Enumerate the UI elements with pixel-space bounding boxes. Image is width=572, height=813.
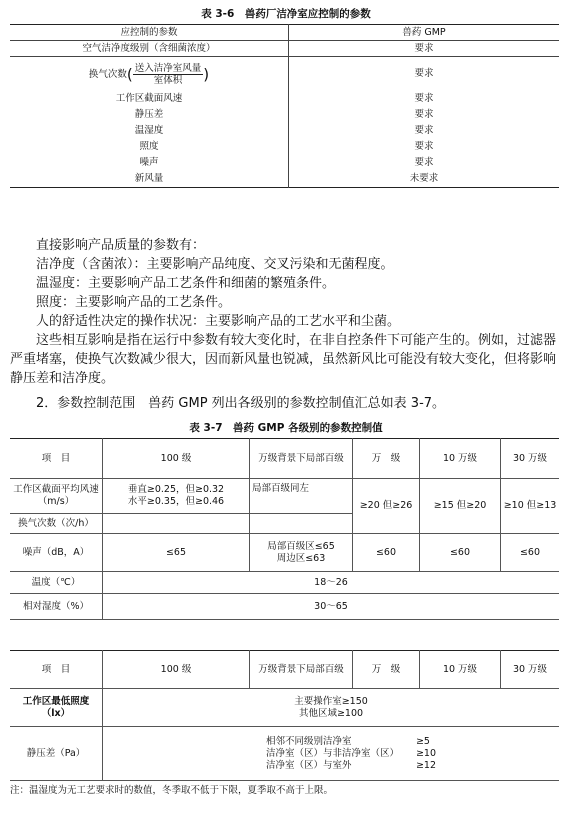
cell-line: 水平≥0.35，但≥0.46 — [127, 496, 225, 507]
paragraph: 洁净度（含菌浓）：主要影响产品纯度、交叉污染和无菌程度。 — [36, 257, 394, 272]
header-300k: 30 万级 — [501, 651, 560, 689]
cell-line: 洁净室（区）与非洁净室（区） — [265, 747, 399, 759]
cell-value: ≥5 — [415, 735, 430, 747]
table-3-7-continued — [10, 650, 559, 781]
fraction — [133, 63, 204, 86]
paragraph: 人的舒适性决定的操作状况：主要影响产品的工艺水平和尘菌。 — [36, 314, 401, 329]
cell-100 — [103, 479, 250, 514]
req-cell: 未要求 — [409, 173, 439, 184]
param-cell: 照度 — [10, 139, 289, 155]
table-row — [10, 479, 559, 513]
param-cell: 静压差 — [10, 107, 289, 123]
table-header-gmp: 兽药 GMP — [289, 25, 560, 41]
cell-line: 相邻不同级别洁净室 — [265, 735, 352, 747]
cell-10k: ≤60 — [353, 534, 420, 572]
table-row — [10, 572, 559, 594]
paragraph: 照度：主要影响产品的工艺条件。 — [36, 295, 232, 310]
req-cell: 要求 — [414, 157, 434, 168]
paragraph: 这些相互影响是指在运行中参数有较大变化时，在非自控条件下可能产生的。例如，过滤器严重堵塞，使换气次数减少很大，因而新风量也锐减，虽然新风比可能没有较大变化，但将影响静压差和洁净度。 — [10, 333, 557, 386]
table-row — [10, 155, 559, 171]
paragraph: 2．参数控制范围 兽药 GMP 列出各级别的参数控制值汇总如表 3-7。 — [36, 396, 446, 411]
param-cell: 换气次数( $\frac{\text{送入洁净室风量}}{\text{室体积}}$ ) — [10, 57, 289, 92]
cell-100k: ≥15 但≥20 — [420, 479, 501, 534]
fraction-denominator: 室体积 — [153, 74, 183, 86]
row-label: 静压差（Pa） — [10, 727, 103, 781]
param-prefix: 换气次数 — [88, 68, 127, 80]
req-cell: 要求 — [289, 41, 560, 57]
row-label: 相对湿度（%） — [10, 594, 103, 620]
row-label: 工作区最低照度（lx） — [10, 689, 103, 727]
header-100k: 10 万级 — [420, 439, 501, 479]
cell-line: 垂直≥0.25，但≥0.32 — [127, 484, 225, 495]
cell-value: ≥10 — [415, 747, 437, 759]
cell-line: 洁净室（区）与室外 — [265, 759, 352, 771]
cell-line: 局部百级区≤65 — [267, 540, 335, 552]
cell-merged — [103, 689, 560, 727]
param-cell: 噪声 — [10, 155, 289, 171]
table-row — [10, 91, 559, 107]
table-3-7 — [10, 438, 559, 620]
table-header-param: 应控制的参数 — [10, 25, 289, 41]
param-cell: 新风量 — [10, 171, 289, 188]
header-10k: 万 级 — [353, 651, 420, 689]
req-cell: 要求 — [414, 68, 434, 79]
table-row — [10, 107, 559, 123]
req-cell: 要求 — [414, 109, 434, 120]
header-item: 项 目 — [10, 439, 103, 479]
param-cell: 温湿度 — [10, 123, 289, 139]
cell-local — [250, 534, 353, 572]
table-3-6-caption: 表 3-6 兽药厂洁净室应控制的参数 — [201, 8, 371, 20]
row-label: 温度（℃） — [10, 572, 103, 594]
header-300k: 30 万级 — [501, 439, 560, 479]
cell-line: 其他区域≥100 — [298, 707, 364, 719]
cell-merged: 30～65 — [103, 594, 560, 620]
table-3-7-caption: 表 3-7 兽药 GMP 各级别的参数控制值 — [189, 422, 383, 434]
row-label: 噪声（dB，A） — [10, 534, 103, 572]
table-row — [10, 41, 559, 57]
header-100: 100 级 — [103, 439, 250, 479]
table-note: 注：温湿度为无工艺要求时的数值，冬季取不低于下限，夏季取不高于上限。 — [10, 785, 334, 796]
table-row — [10, 123, 559, 139]
req-cell: 要求 — [414, 93, 434, 104]
header-100: 100 级 — [103, 651, 250, 689]
cell-merged — [103, 727, 560, 781]
cell-local: 局部百级同左 — [250, 479, 353, 514]
header-local: 万级背景下局部百级 — [250, 651, 353, 689]
cell-merged: 18～26 — [103, 572, 560, 594]
table-3-6 — [10, 24, 559, 188]
row-label: 换气次数（次/h） — [10, 514, 103, 534]
cell-300k: ≥10 但≥13 — [501, 479, 560, 534]
cell-100: ≤65 — [103, 534, 250, 572]
cell-value: ≥12 — [415, 759, 437, 771]
req-cell: 要求 — [414, 125, 434, 136]
table-row — [10, 689, 559, 727]
param-cell: 空气洁净度级别（含细菌浓度） — [10, 41, 289, 57]
row-label: 工作区截面平均风速（m/s） — [10, 479, 103, 514]
cell-line: 主要操作室≥150 — [294, 695, 368, 707]
req-cell: 要求 — [414, 141, 434, 152]
table-row — [10, 139, 559, 155]
paragraph: 直接影响产品质量的参数有： — [36, 238, 206, 253]
table-row — [10, 171, 559, 188]
cell-300k: ≤60 — [501, 534, 560, 572]
param-cell: 工作区截面风速 — [10, 91, 289, 107]
cell-line: 周边区≤63 — [276, 552, 326, 564]
table-row — [10, 57, 559, 92]
cell-10k: ≥20 但≥26 — [353, 479, 420, 534]
table-row — [10, 594, 559, 620]
header-100k: 10 万级 — [420, 651, 501, 689]
header-local: 万级背景下局部百级 — [250, 439, 353, 479]
header-item: 项 目 — [10, 651, 103, 689]
table-row — [10, 534, 559, 572]
cell-100k: ≤60 — [420, 534, 501, 572]
table-row — [10, 727, 559, 781]
fraction-numerator: 送入洁净室风量 — [134, 62, 202, 74]
header-10k: 万 级 — [353, 439, 420, 479]
paragraph: 温湿度：主要影响产品工艺条件和细菌的繁殖条件。 — [36, 276, 336, 291]
